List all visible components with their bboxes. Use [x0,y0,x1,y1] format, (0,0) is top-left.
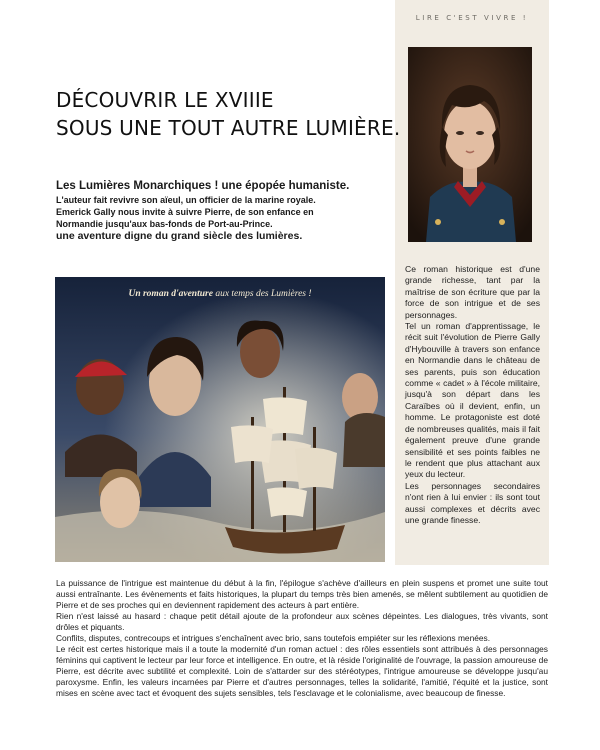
review-body-text [56,578,548,699]
body-paragraph-2: Rien n'est laissé au hasard : chaque petit détail ajoute de la profondeur aux scènes dépeintes. Les dialogues, très vivants, sont drôles et piquants. [56,611,548,632]
intro-line-4: Normandie jusqu'aux bas-fonds de Port-au-Prince. [56,219,273,229]
intro-block [56,179,386,243]
body-paragraph-4: Le récit est certes historique mais il a toute la modernité d'un roman actuel : des rôles essentiels sont attribués à des personnages féminins qui captivent le lecteur par leur force et intelligence. En outre, et là réside l'originalité de l'ouvrage, la passion amoureuse de Pierre, est décrite avec subtilité et complexité. Loin de s'attarder sur des stéréotypes, l'intrigue amoureuse se développe jusqu'au paroxysme. Enfin, les valeurs incarnées par Pierre et d'autres personnages, telles la solidarité, l'amitié, l'équité et la justice, sont mises en scène avec tact et évoquent des sujets sensibles, tels l'esclavage et le colonialisme, avec beaucoup de finesse. [56,644,548,698]
page-headline [56,86,400,142]
cover-caption [55,289,385,299]
review-sidebar-text [405,264,540,526]
headline-line-1: DÉCOUVRIR LE XVIIIE [56,88,274,112]
side-paragraph-3: Les personnages secondaires n'ont rien à lui envier : ils sont tout aussi complexes et décrits avec une grande finesse. [405,480,540,525]
body-paragraph-3: Conflits, disputes, contrecoups et intrigues s'enchaînent avec brio, sans toutefois empiéter sur les réflexions menées. [56,633,491,643]
headline-line-2: SOUS UNE TOUT AUTRE LUMIÈRE. [56,116,401,140]
character-portrait [408,47,532,242]
cover-caption-bold: Un roman d'aventure [128,289,213,299]
intro-line-2: L'auteur fait revivre son aïeul, un officier de la marine royale. [56,195,316,205]
body-paragraph-1: La puissance de l'intrigue est maintenue du début à la fin, l'épilogue s'achève d'ailleurs en plein suspens et promet une suite tout aussi entraînante. Les évènements et faits historiques, la plupart du temps très bien amenés, se mêlent subtilement au quotidien de Pierre et de ses proches qui en deviennent rapidement des acteurs à part entière. [56,578,548,610]
cover-caption-rest: aux temps des Lumières ! [212,289,312,299]
intro-line-3: Emerick Gally nous invite à suivre Pierre, de son enfance en [56,207,314,217]
book-cover-illustration [55,277,385,562]
side-paragraph-2: Tel un roman d'apprentissage, le récit suit l'évolution de Pierre Gally d'Hybouville à travers son enfance en Normandie dans le château de ses parents, puis son éducation comme « cadet » à l'école militaire, jusqu'à son départ dans les Caraïbes où il devient, enfin, un homme. Le protagoniste est doté de nombreuses qualités, mais il fait également preuve d'une grande sensibilité et ses points faibles ne le rendent que plus attachant aux yeux du lecteur. [405,321,540,480]
intro-line-1: Les Lumières Monarchiques ! une épopée humaniste. [56,180,350,192]
side-paragraph-1: Ce roman historique est d'une grande richesse, tant par la maîtrise de son écriture que par la force de son intrigue et de ses personnages. [405,264,540,320]
tagline: LIRE C'EST VIVRE ! [415,14,529,22]
intro-line-5: une aventure digne du grand siècle des lumières. [56,230,303,242]
